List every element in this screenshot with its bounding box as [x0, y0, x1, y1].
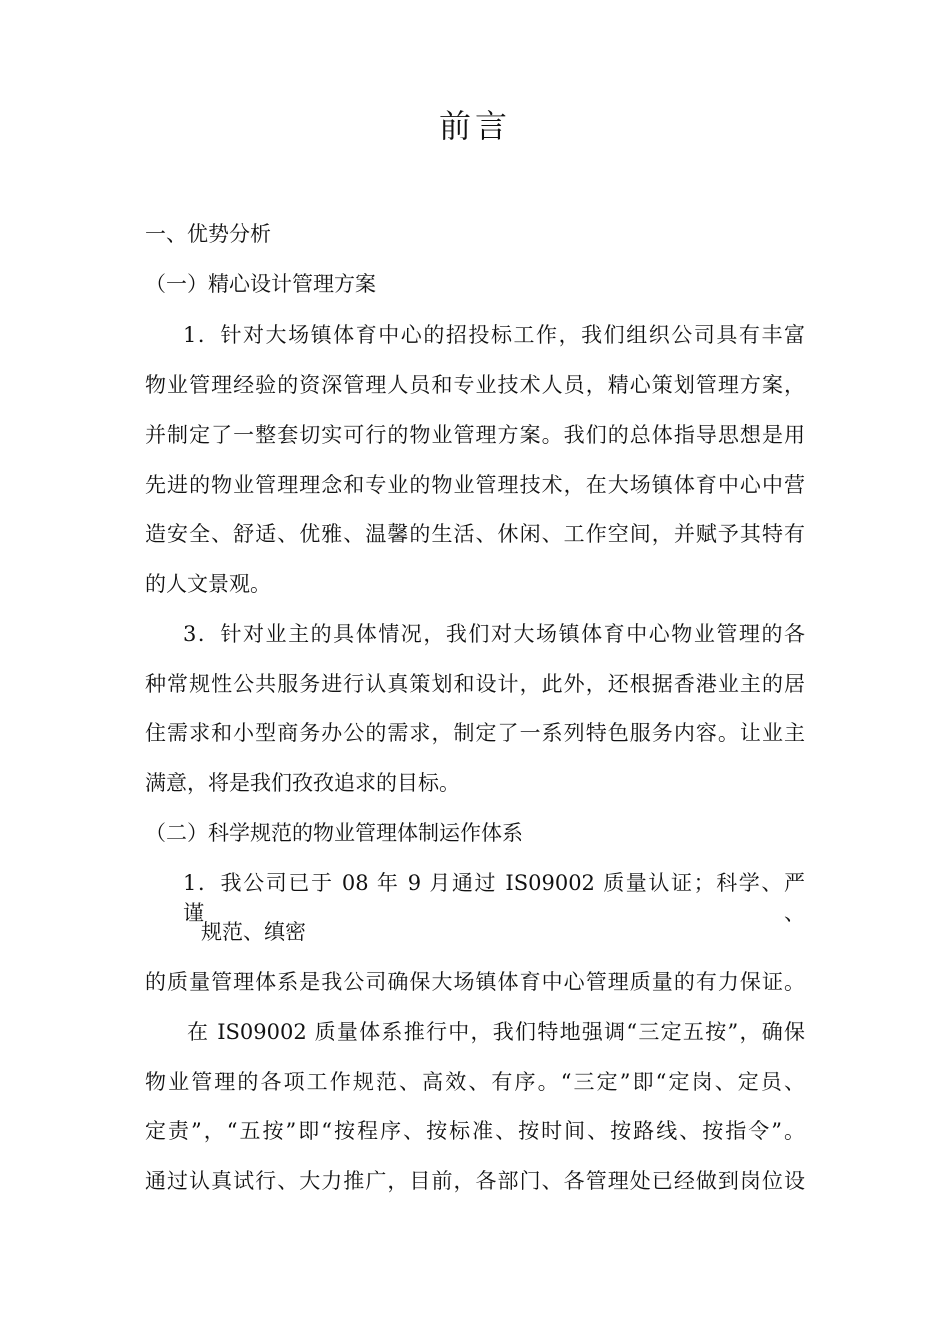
paragraph-line: 通过认真试行、大力推广，目前，各部门、各管理处已经做到岗位设 [145, 1169, 805, 1193]
paragraph-line: 种常规性公共服务进行认真策划和设计，此外，还根据香港业主的居 [145, 672, 805, 696]
paragraph-line: 1．我公司已于 08 年 9 月通过 IS09002 质量认证；科学、严谨、 [183, 871, 805, 925]
page-title: 前言 [438, 107, 511, 145]
paragraph-line: 满意，将是我们孜孜追求的目标。 [145, 771, 460, 795]
paragraph-line: 3．针对业主的具体情况，我们对大场镇体育中心物业管理的各 [183, 622, 805, 646]
paragraph-line: 1．针对大场镇体育中心的招投标工作，我们组织公司具有丰富 [183, 323, 805, 347]
paragraph-line: 规范、缜密 [201, 920, 306, 944]
paragraph-line: 先进的物业管理理念和专业的物业管理技术，在大场镇体育中心中营 [145, 473, 805, 497]
paragraph-line: 住需求和小型商务办公的需求，制定了一系列特色服务内容。让业主 [145, 721, 805, 745]
paragraph-line: 的质量管理体系是我公司确保大场镇体育中心管理质量的有力保证。 [145, 970, 805, 994]
section-heading-advantages: 一、优势分析 [145, 222, 271, 246]
paragraph-line: 定责”，“五按”即“按程序、按标准、按时间、按路线、按指令”。 [145, 1119, 805, 1143]
paragraph-line: 在 IS09002 质量体系推行中，我们特地强调“三定五按”，确保 [187, 1020, 805, 1044]
paragraph-line: 的人文景观。 [145, 572, 271, 596]
paragraph-line: 并制定了一整套切实可行的物业管理方案。我们的总体指导思想是用 [145, 423, 805, 447]
paragraph-line: 物业管理经验的资深管理人员和专业技术人员，精心策划管理方案， [145, 373, 805, 397]
subsection-heading-management-system: （二）科学规范的物业管理体制运作体系 [145, 821, 523, 845]
paragraph-line: 造安全、舒适、优雅、温馨的生活、休闲、工作空间，并赋予其特有 [145, 522, 805, 546]
paragraph-line: 物业管理的各项工作规范、高效、有序。“三定”即“定岗、定员、 [145, 1070, 805, 1094]
subsection-heading-design: （一）精心设计管理方案 [145, 272, 376, 296]
